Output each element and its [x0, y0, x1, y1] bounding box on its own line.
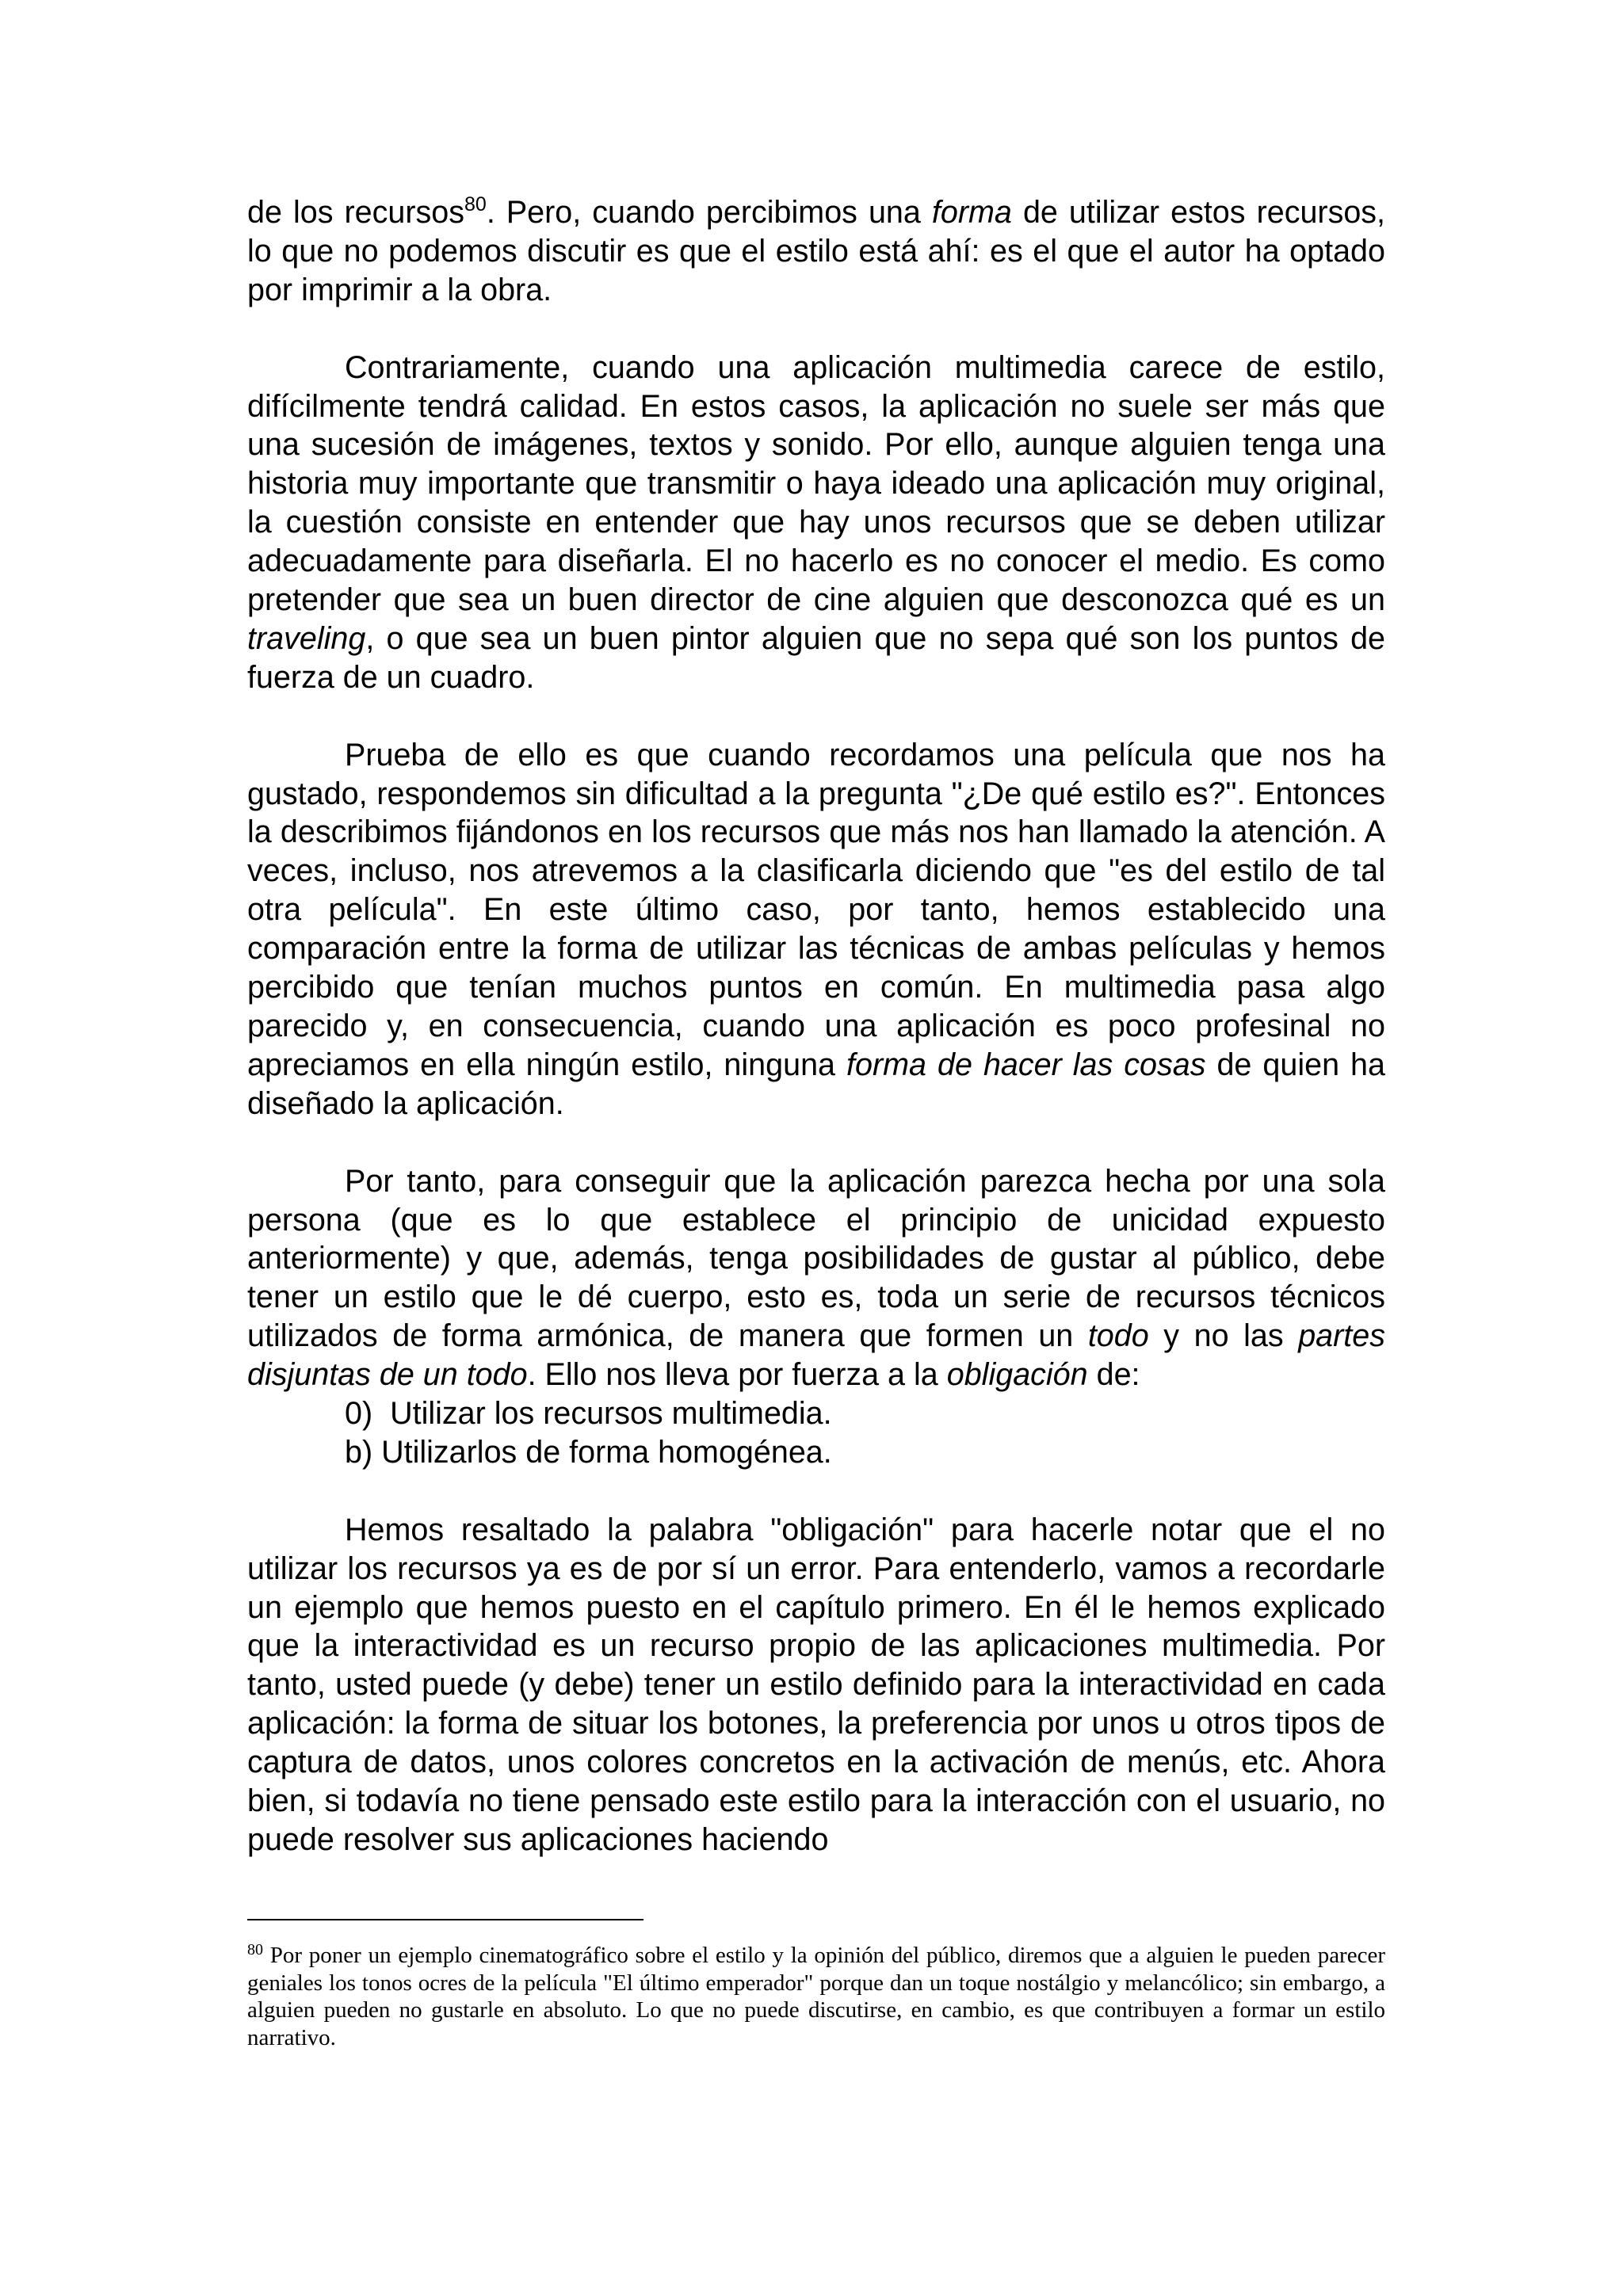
footnote-reference[interactable]: 80 [464, 193, 487, 215]
footnote-text: Por poner un ejemplo cinematográfico sobre el estilo y la opinión del público, diremos que a alguien le pueden parecer geniales los tonos ocres de la película "El último emperador" porque dan un toque nostálgio y melancólico; sin embargo, a alguien pueden no gustarle en absoluto. Lo que no puede discutirse, en cambio, es que contribuyen a formar un estilo narrativo. [247, 1943, 1385, 2051]
footnote [247, 1942, 1385, 2052]
footnote-number: 80 [247, 1941, 263, 1958]
paragraph-contrariamente: Contrariamente, cuando una aplicación multimedia carece de estilo, difícilmente tendrá calidad. En estos casos, la aplicación no suele ser más que una sucesión de imágenes, textos y sonido. Por ello, aunque alguien tenga una historia muy importante que transmitir o haya ideado una aplicación muy original, la cuestión consiste en entender que hay unos recursos que se deben utilizar adecuadamente para diseñarla. El no hacerlo es no conocer el medio. Es como pretender que sea un buen director de cine alguien que desconozca qué es un traveling, o que sea un buen pintor alguien que no sepa qué son los puntos de fuerza de un cuadro. [247, 349, 1385, 695]
list-item-homogenea: b) Utilizarlos de forma homogénea. [345, 1434, 832, 1470]
paragraph-por-tanto: Por tanto, para conseguir que la aplicación parezca hecha por una sola persona (que es lo que establece el principio de unicidad expuesto anteriormente) y que, además, tenga posibilidades de gustar al público, debe tener un estilo que le dé cuerpo, esto es, toda un serie de recursos técnicos utilizados de forma armónica, de manera que formen un todo y no las partes disjuntas de un todo. Ello nos lleva por fuerza a la obligación de: [247, 1163, 1385, 1393]
page-body [247, 193, 1385, 1859]
paragraph-hemos-resaltado: Hemos resaltado la palabra "obligación" para hacerle notar que el no utilizar los recursos ya es de por sí un error. Para entenderlo, vamos a recordarle un ejemplo que hemos puesto en el capítulo primero. En él le hemos explicado que la interactividad es un recurso propio de las aplicaciones multimedia. Por tanto, usted puede (y debe) tener un estilo definido para la interactividad en cada aplicación: la forma de situar los botones, la preferencia por unos u otros tipos de captura de datos, unos colores concretos en la activación de menús, etc. Ahora bien, si todavía no tiene pensado este estilo para la interacción con el usuario, no puede resolver sus aplicaciones haciendo [247, 1512, 1385, 1857]
paragraph-continuation: de los recursos$^{80}$. Pero, cuando percibimos una forma de utilizar estos recursos, lo que no podemos discutir es que el estilo está ahí: es el que el autor ha optado por imprimir a la obra. [247, 193, 1386, 307]
paragraph-prueba: Prueba de ello es que cuando recordamos una película que nos ha gustado, respondemos sin dificultad a la pregunta "¿De qué estilo es?". Entonces la describimos fijándonos en los recursos que más nos han llamado la atención. A veces, incluso, nos atrevemos a la clasificarla diciendo que "es del estilo de tal otra película". En este último caso, por tanto, hemos establecido una comparación entre la forma de utilizar las técnicas de ambas películas y hemos percibido que tenían muchos puntos en común. En multimedia pasa algo parecido y, en consecuencia, cuando una aplicación es poco profesinal no apreciamos en ella ningún estilo, ninguna forma de hacer las cosas de quien ha diseñado la aplicación. [247, 737, 1385, 1121]
list-item-utilizar: 0) Utilizar los recursos multimedia. [345, 1396, 832, 1432]
footnote-separator [247, 1919, 643, 1920]
